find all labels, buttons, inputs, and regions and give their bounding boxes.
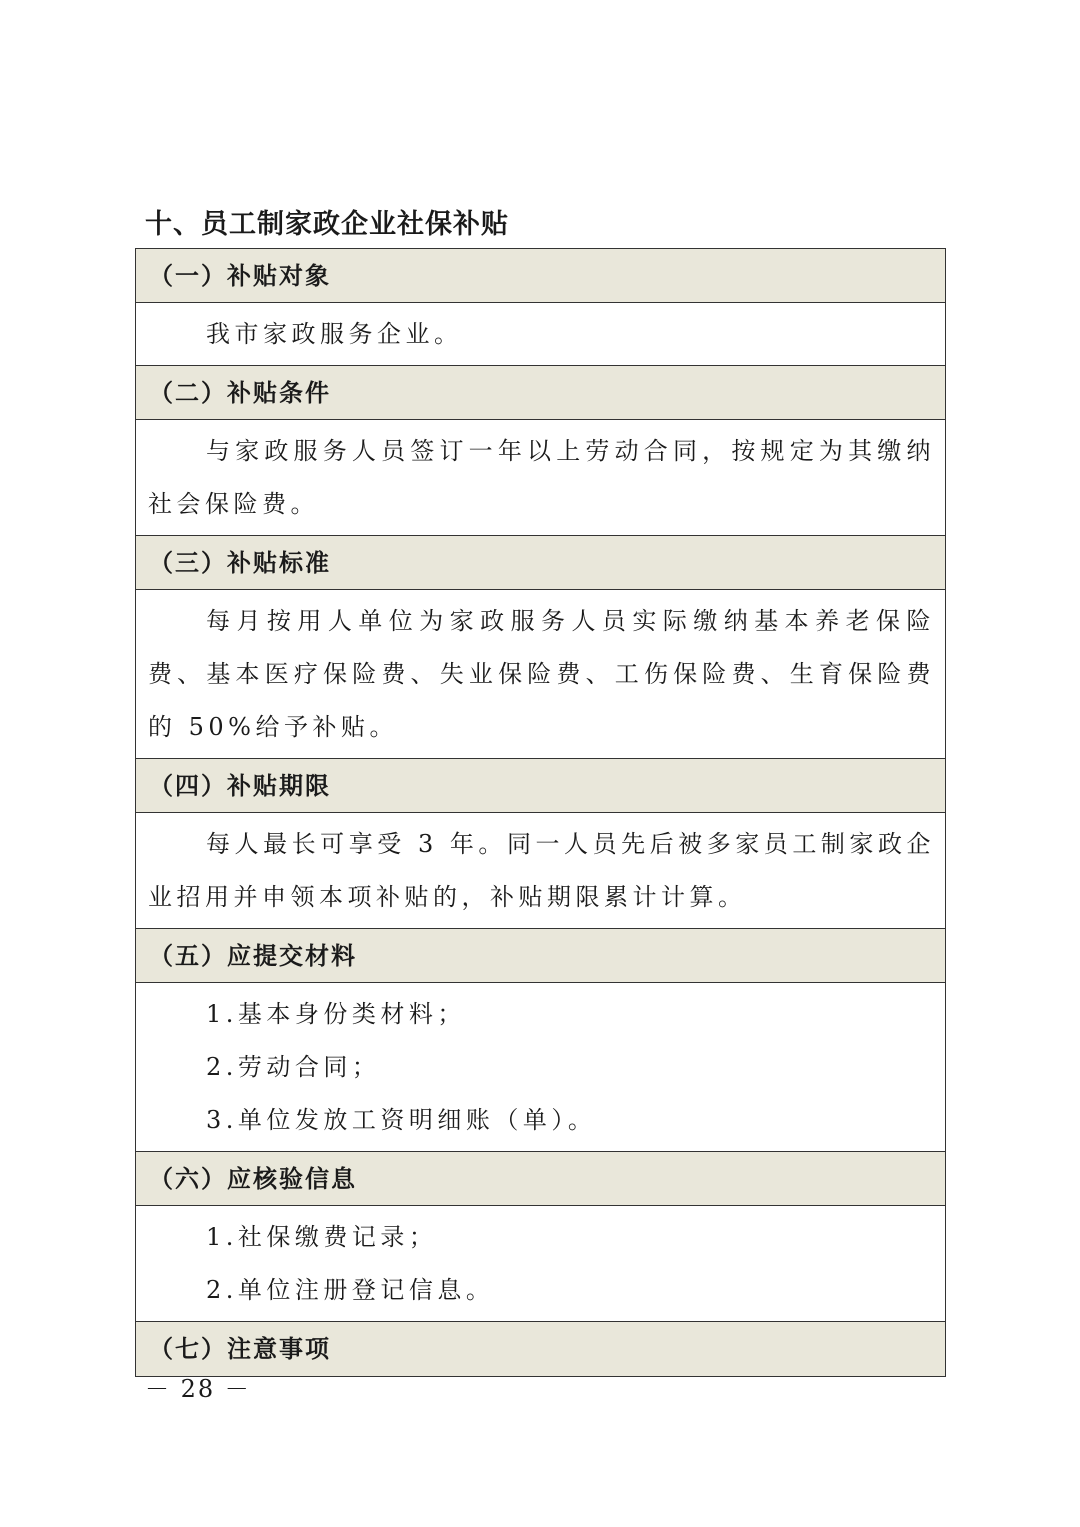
section-header-subsidy-target: （一）补贴对象 — [136, 249, 945, 303]
paragraph: 每月按用人单位为家政服务人员实际缴纳基本养老保险费、基本医疗保险费、失业保险费、工伤保险费、生育保险费的 50%给予补贴。 — [148, 607, 935, 741]
section-body-subsidy-conditions — [136, 420, 945, 536]
section-body-subsidy-target — [136, 303, 945, 366]
page-title: 十、员工制家政企业社保补贴 — [145, 209, 509, 240]
page-number: － 28 － — [145, 1375, 251, 1403]
section-header-subsidy-period: （四）补贴期限 — [136, 759, 945, 813]
paragraph: 与家政服务人员签订一年以上劳动合同，按规定为其缴纳社会保险费。 — [148, 437, 935, 518]
section-body-subsidy-standard — [136, 590, 945, 759]
list-item: 2.劳动合同； — [206, 1053, 381, 1081]
section-header-verification-info: （六）应核验信息 — [136, 1152, 945, 1206]
list-item: 2.单位注册登记信息。 — [206, 1276, 495, 1304]
section-header-required-materials: （五）应提交材料 — [136, 929, 945, 983]
paragraph: 每人最长可享受 3 年。同一人员先后被多家员工制家政企业招用并申领本项补贴的，补贴期限累计计算。 — [148, 830, 935, 911]
list-item: 1.社保缴费记录； — [206, 1223, 438, 1251]
section-body-required-materials — [136, 983, 945, 1152]
list-item: 3.单位发放工资明细账（单）。 — [206, 1106, 597, 1134]
section-header-subsidy-standard: （三）补贴标准 — [136, 536, 945, 590]
section-header-notes: （七）注意事项 — [136, 1322, 945, 1376]
list-item: 1.基本身份类材料； — [206, 1000, 466, 1028]
section-body-verification-info — [136, 1206, 945, 1322]
section-header-subsidy-conditions: （二）补贴条件 — [136, 366, 945, 420]
subsidy-table — [135, 248, 946, 1377]
paragraph: 我市家政服务企业。 — [206, 320, 463, 348]
section-body-subsidy-period — [136, 813, 945, 929]
